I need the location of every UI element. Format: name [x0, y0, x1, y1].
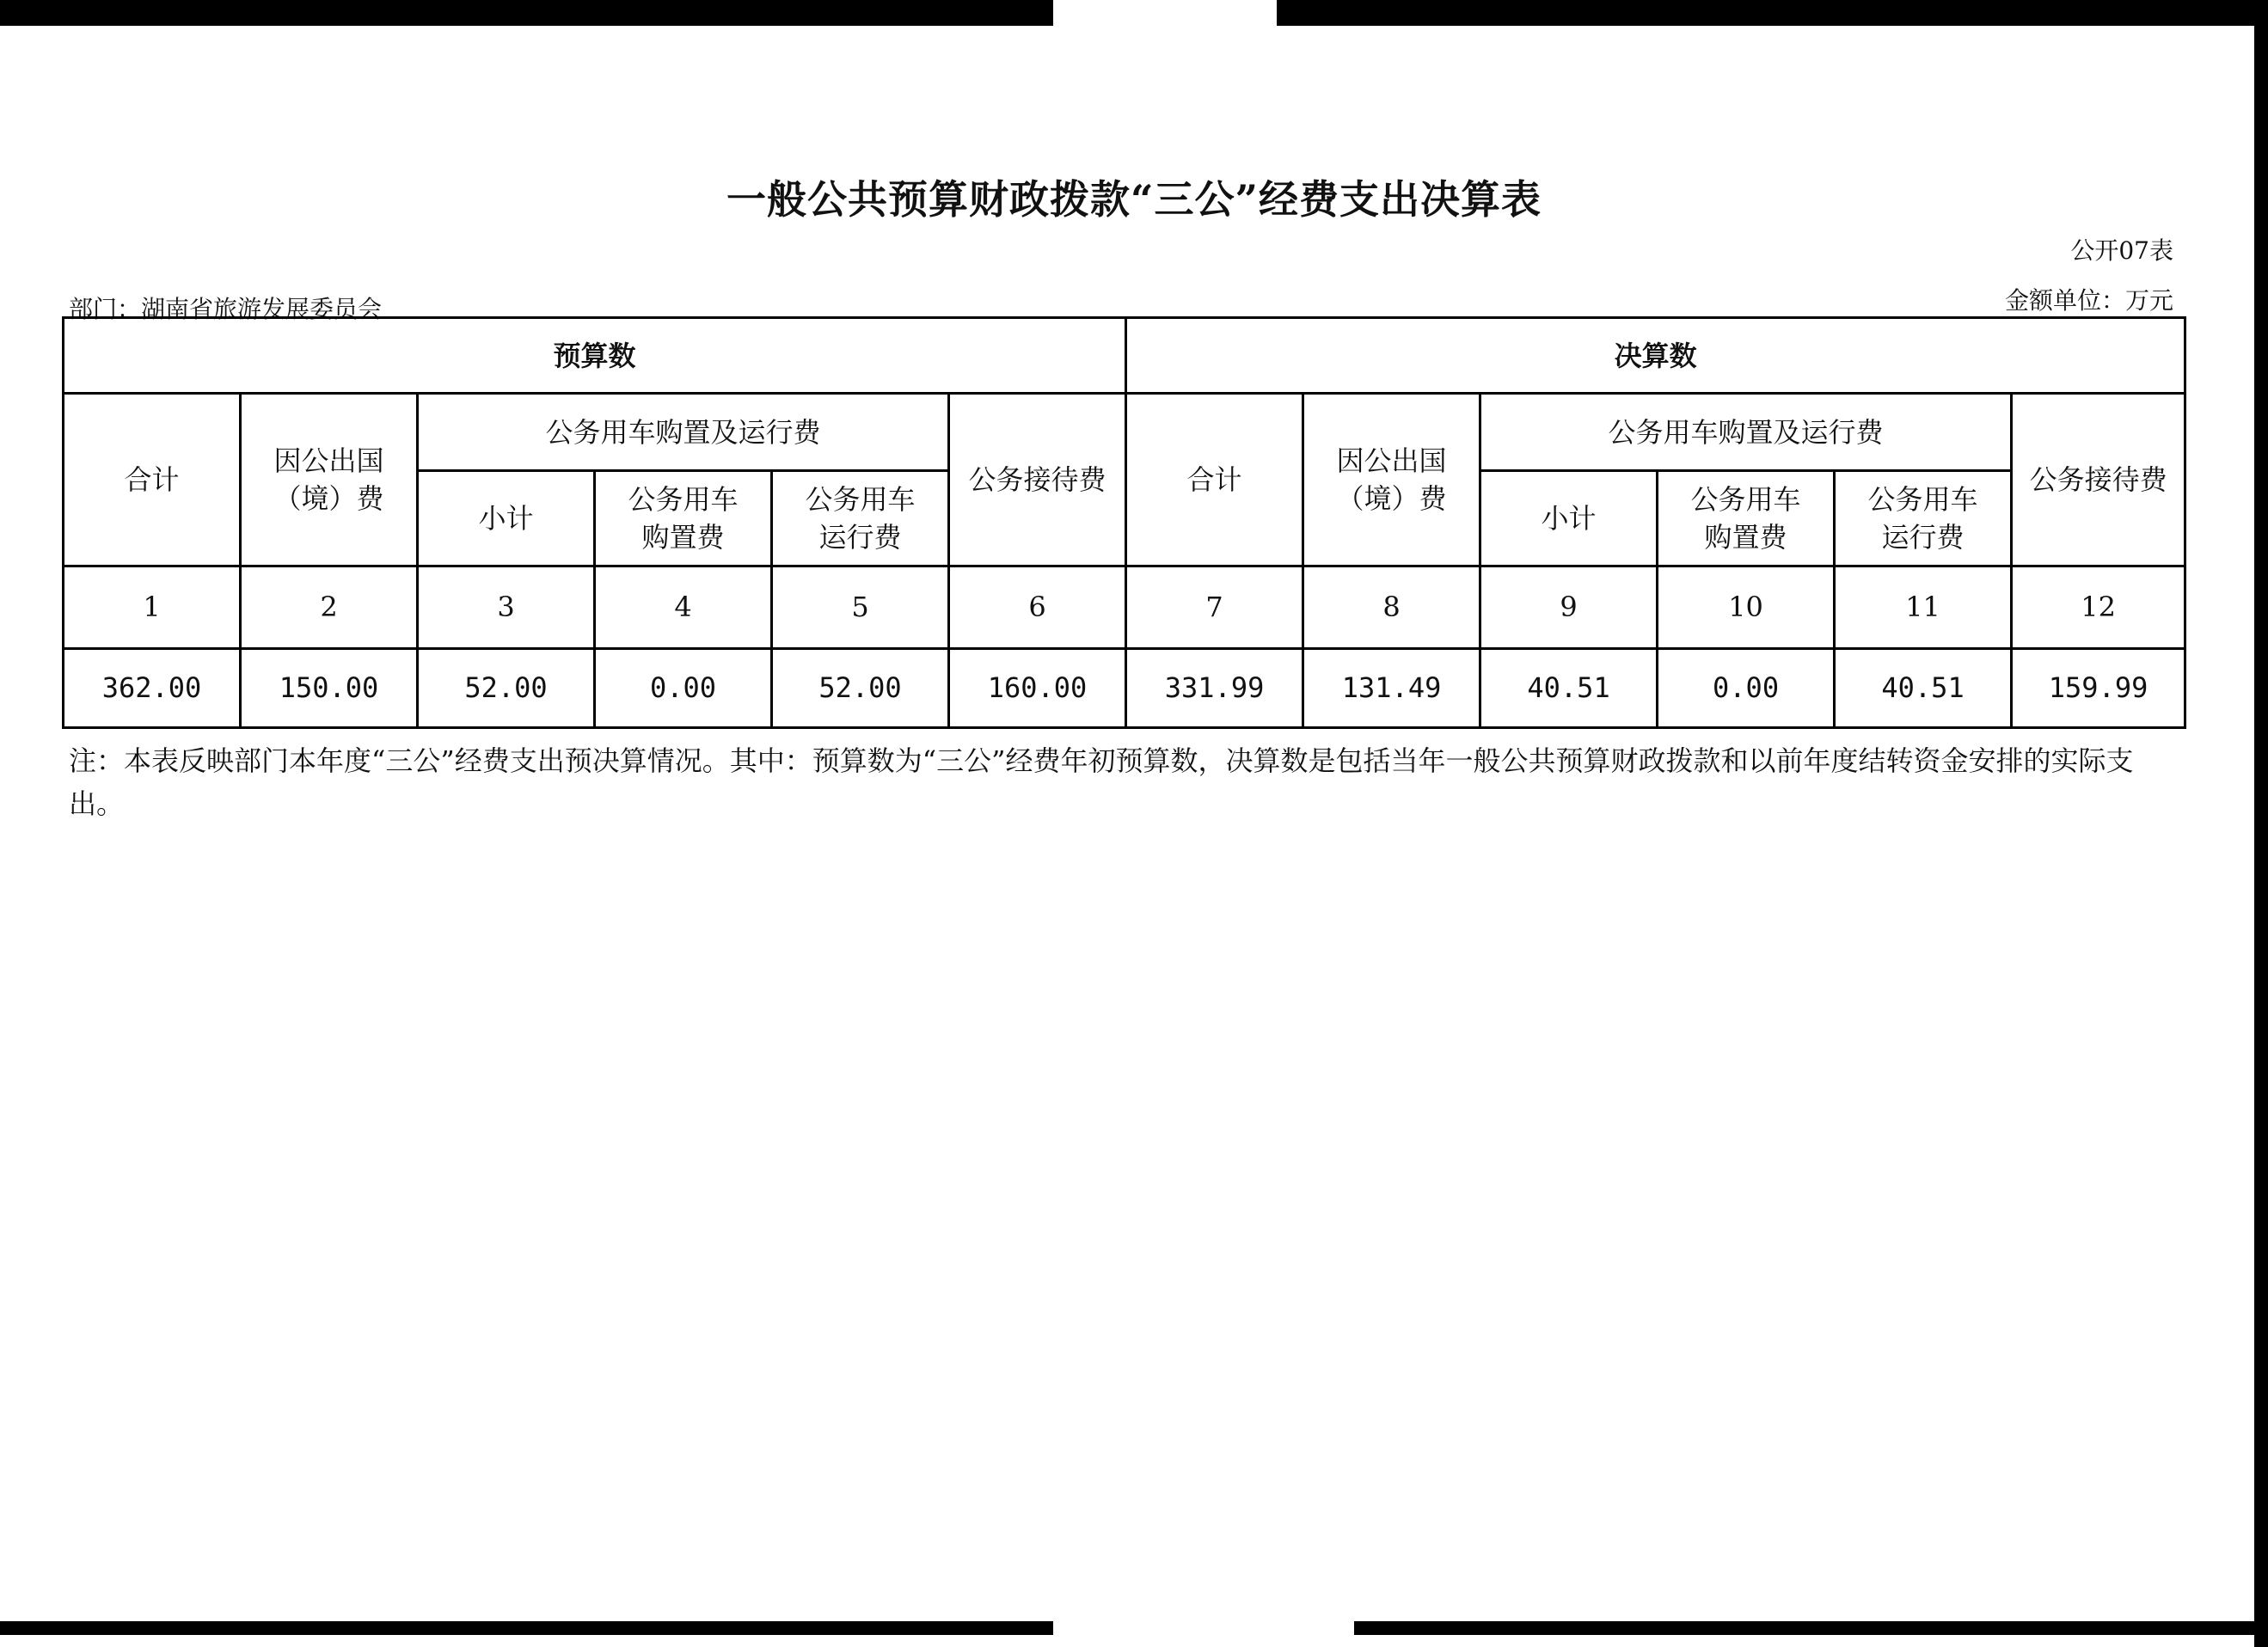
- final-abroad-line2: （境）费: [1336, 481, 1447, 515]
- budget-purchase-line2: 购置费: [641, 520, 725, 554]
- value-row: [64, 648, 2185, 727]
- column-index: 2: [241, 566, 418, 648]
- scan-border-top-left: [0, 0, 1053, 26]
- final-operation-line2: 运行费: [1881, 520, 1965, 554]
- scan-border-right: [2254, 0, 2268, 1647]
- budget-operation-line2: 运行费: [818, 520, 902, 554]
- scan-border-bottom-right: [1354, 1621, 2268, 1635]
- scan-border-top-right: [1277, 0, 2268, 26]
- column-index: 11: [1835, 566, 2012, 648]
- final-total-value: 331.99: [1126, 648, 1303, 727]
- final-vehicle-header: 公务用车购置及运行费: [1480, 394, 2012, 471]
- final-operation-header: [1835, 471, 2012, 566]
- final-abroad-value: 131.49: [1303, 648, 1480, 727]
- budget-purchase-line1: 公务用车: [628, 482, 739, 516]
- final-abroad-header: [1303, 394, 1480, 566]
- final-subtotal-value: 40.51: [1480, 648, 1658, 727]
- budget-subtotal-header: 小计: [418, 471, 595, 566]
- final-purchase-line2: 购置费: [1704, 520, 1787, 554]
- budget-subtotal-value: 52.00: [418, 648, 595, 727]
- budget-operation-line1: 公务用车: [805, 482, 916, 516]
- final-total-header: 合计: [1126, 394, 1303, 566]
- column-index: 1: [64, 566, 241, 648]
- column-index: 4: [595, 566, 772, 648]
- amount-unit-label: 金额单位：万元: [2004, 286, 2173, 315]
- budget-vehicle-header: 公务用车购置及运行费: [418, 394, 949, 471]
- document-title: 一般公共预算财政拨款“三公”经费支出决算表: [726, 176, 1542, 223]
- budget-total-header: 合计: [64, 394, 241, 566]
- column-index: 12: [2012, 566, 2185, 648]
- form-number: 公开07表: [2070, 236, 2173, 265]
- table-note: 注：本表反映部门本年度“三公”经费支出预决算情况。其中：预算数为“三公”经费年初预算数，决算数是包括当年一般公共预算财政拨款和以前年度结转资金安排的实际支出。: [69, 744, 2134, 820]
- final-operation-value: 40.51: [1835, 648, 2012, 727]
- final-purchase-value: 0.00: [1658, 648, 1835, 727]
- budget-group-header: 预算数: [64, 318, 1126, 394]
- column-index-row: [64, 566, 2185, 648]
- column-index: 3: [418, 566, 595, 648]
- column-index: 9: [1480, 566, 1658, 648]
- column-index: 8: [1303, 566, 1480, 648]
- final-abroad-line1: 因公出国: [1336, 444, 1447, 477]
- column-index: 10: [1658, 566, 1835, 648]
- budget-abroad-line2: （境）费: [273, 481, 384, 515]
- budget-operation-header: [772, 471, 949, 566]
- budget-operation-value: 52.00: [772, 648, 949, 727]
- final-operation-line1: 公务用车: [1867, 482, 1978, 516]
- budget-abroad-line1: 因公出国: [273, 444, 384, 477]
- column-index: 5: [772, 566, 949, 648]
- budget-purchase-value: 0.00: [595, 648, 772, 727]
- scan-border-bottom-left: [0, 1621, 1053, 1635]
- department-label: 部门：湖南省旅游发展委员会: [69, 295, 383, 323]
- final-reception-header: 公务接待费: [2012, 394, 2185, 566]
- final-group-header: 决算数: [1126, 318, 2185, 394]
- budget-total-value: 362.00: [64, 648, 241, 727]
- group-header-row: [64, 318, 2185, 394]
- budget-abroad-value: 150.00: [241, 648, 418, 727]
- budget-abroad-header: [241, 394, 418, 566]
- column-index: 7: [1126, 566, 1303, 648]
- budget-purchase-header: [595, 471, 772, 566]
- three-expenses-table: [62, 316, 2186, 729]
- final-purchase-header: [1658, 471, 1835, 566]
- budget-reception-header: 公务接待费: [949, 394, 1126, 566]
- column-index: 6: [949, 566, 1126, 648]
- column-header-row: [64, 394, 2185, 471]
- final-purchase-line1: 公务用车: [1690, 482, 1801, 516]
- budget-reception-value: 160.00: [949, 648, 1126, 727]
- final-reception-value: 159.99: [2012, 648, 2185, 727]
- final-subtotal-header: 小计: [1480, 471, 1658, 566]
